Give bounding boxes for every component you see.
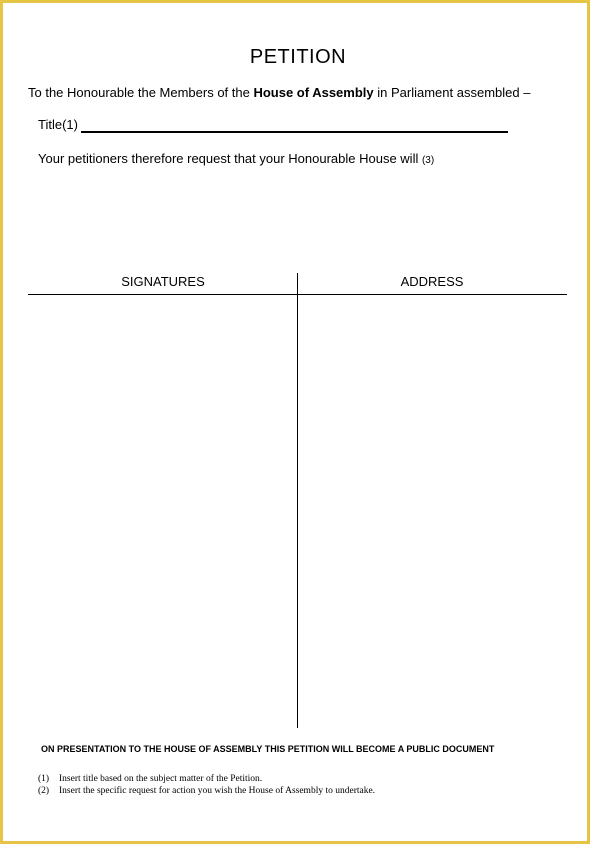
footnote-number: (1): [38, 774, 50, 784]
request-ref: (3): [421, 155, 435, 166]
request-text: Your petitioners therefore request that your Honourable House will: [38, 151, 422, 166]
page-title: PETITION: [249, 46, 347, 68]
footnote-1: [38, 773, 375, 785]
title-input-line[interactable]: [81, 131, 508, 133]
footnotes: [38, 773, 375, 797]
address-column-header: ADDRESS: [400, 274, 464, 289]
signatures-column-header: SIGNATURES: [121, 274, 205, 289]
address-prefix: To the Honourable the Members of the: [28, 85, 254, 100]
address-line: [28, 85, 530, 100]
request-line: [38, 151, 434, 166]
footnote-number: (2): [38, 786, 50, 796]
address-suffix: in Parliament assembled –: [373, 85, 531, 100]
house-of-assembly-label: House of Assembly: [253, 85, 374, 100]
title-field-label: Title(1): [38, 117, 78, 132]
public-document-notice: ON PRESENTATION TO THE HOUSE OF ASSEMBLY THIS PETITION WILL BECOME A PUBLIC DOCUMENT: [41, 744, 495, 754]
column-divider: [297, 273, 298, 728]
footnote-text: Insert title based on the subject matter of the Petition.: [59, 774, 263, 784]
footnote-text: Insert the specific request for action you wish the House of Assembly to undertake.: [59, 786, 376, 796]
footnote-2: [38, 785, 375, 797]
